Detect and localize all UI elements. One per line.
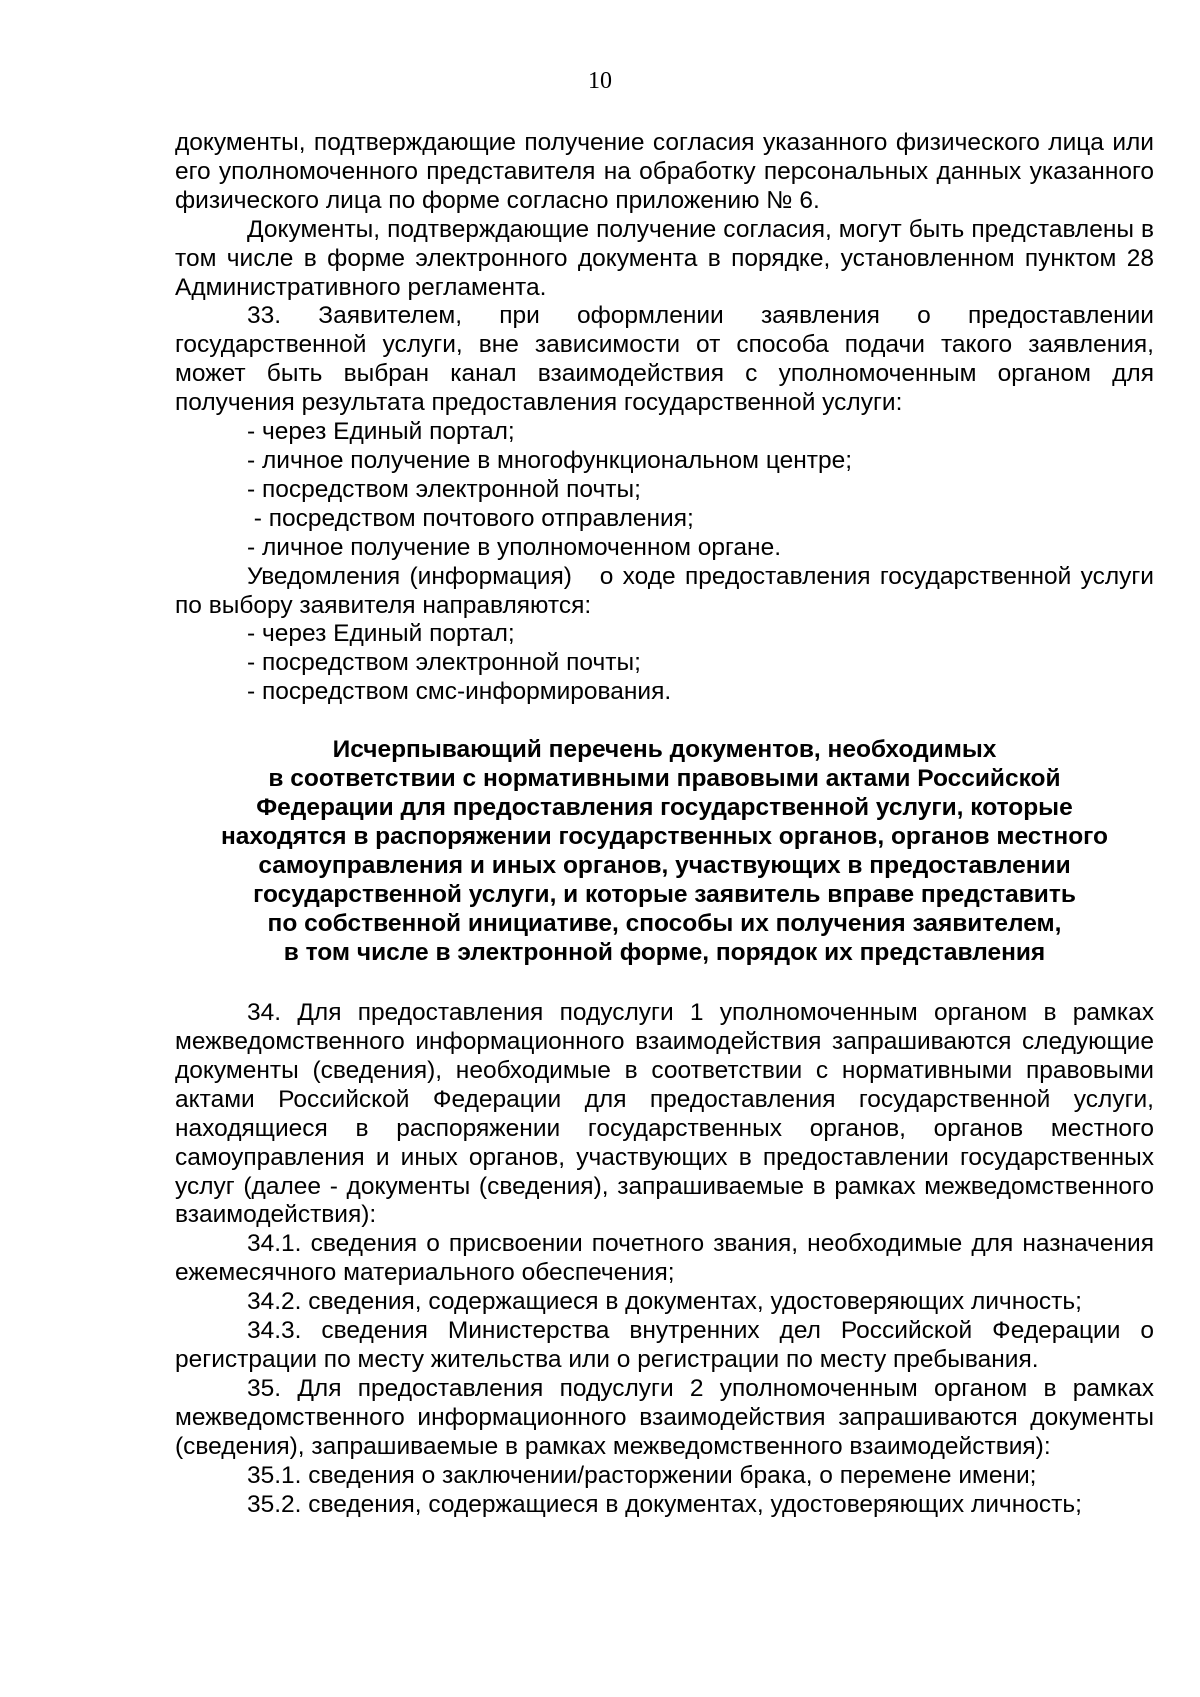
notification-item: - через Единый портал; — [247, 620, 515, 648]
heading-line: самоуправления и иных органов, участвующих в предоставлении — [258, 852, 1071, 880]
paragraph-35-1: 35.1. сведения о заключении/расторжении брака, о перемене имени; — [247, 1461, 1037, 1489]
paragraph-consent-electronic: Документы, подтверждающие получение согласия, могут быть представлены в том числе в форме электронного документа в порядке, установленном пунктом 28 Административного регламента. — [175, 215, 1154, 301]
channel-item: - посредством почтового отправления; — [247, 504, 694, 532]
paragraph-34: 34. Для предоставления подуслуги 1 уполномоченным органом в рамках межведомственного информационного взаимодействия запрашиваются следующие документы (сведения), необходимые в соответствии с нормативными правовыми актами Российской Федерации для предоставления государственной услуги, находящиеся в распоряжении государственных органов, органов местного самоуправления и иных органов, участвующих в предоставлении государственных услуг (далее - документы (сведения), запрашиваемые в рамках межведомственного взаимодействия): — [175, 999, 1154, 1229]
heading-line: государственной услуги, и которые заявитель вправе представить — [253, 881, 1076, 909]
channel-item: - личное получение в уполномоченном органе. — [247, 533, 782, 561]
channel-item: - через Единый портал; — [247, 418, 515, 446]
heading-line: Федерации для предоставления государственной услуги, которые — [256, 794, 1073, 822]
channel-item: - посредством электронной почты; — [247, 475, 641, 503]
paragraph-33: 33. Заявителем, при оформлении заявления о предоставлении государственной услуги, вне зависимости от способа подачи такого заявления, может быть выбран канал взаимодействия с уполномоченным органом для получения результата предоставления государственной услуги: — [175, 302, 1154, 417]
paragraph-34-1: 34.1. сведения о присвоении почетного звания, необходимые для назначения ежемесячного материального обеспечения; — [175, 1230, 1154, 1287]
document-body — [175, 129, 1161, 1519]
channel-item: - личное получение в многофункциональном центре; — [247, 446, 853, 474]
paragraph-34-2: 34.2. сведения, содержащиеся в документах, удостоверяющих личность; — [247, 1288, 1082, 1316]
heading-line: Исчерпывающий перечень документов, необходимых — [332, 736, 997, 764]
paragraph-35-2: 35.2. сведения, содержащиеся в документах, удостоверяющих личность; — [247, 1490, 1082, 1518]
paragraph-notifications: Уведомления (информация) о ходе предоставления государственной услуги по выбору заявителя направляются: — [175, 562, 1161, 619]
paragraph-35: 35. Для предоставления подуслуги 2 уполномоченным органом в рамках межведомственного информационного взаимодействия запрашиваются документы (сведения), запрашиваемые в рамках межведомственного взаимодействия): — [175, 1374, 1154, 1460]
paragraph-34-3: 34.3. сведения Министерства внутренних дел Российской Федерации о регистрации по месту жительства или о регистрации по месту пребывания. — [175, 1317, 1154, 1373]
paragraph-consent-documents: документы, подтверждающие получение согласия указанного физического лица или его уполномоченного представителя на обработку персональных данных указанного физического лица по форме согласно приложению № 6. — [175, 129, 1154, 214]
heading-line: в соответствии с нормативными правовыми актами Российской — [268, 765, 1061, 793]
section-heading — [175, 735, 1154, 967]
heading-line: по собственной инициативе, способы их получения заявителем, — [267, 910, 1062, 938]
notification-item: - посредством смс-информирования. — [247, 678, 672, 706]
heading-line: в том числе в электронной форме, порядок их представления — [283, 939, 1046, 967]
notification-item: - посредством электронной почты; — [247, 649, 641, 677]
heading-line: находятся в распоряжении государственных органов, органов местного — [220, 823, 1109, 851]
page-number: 10 — [588, 68, 612, 94]
